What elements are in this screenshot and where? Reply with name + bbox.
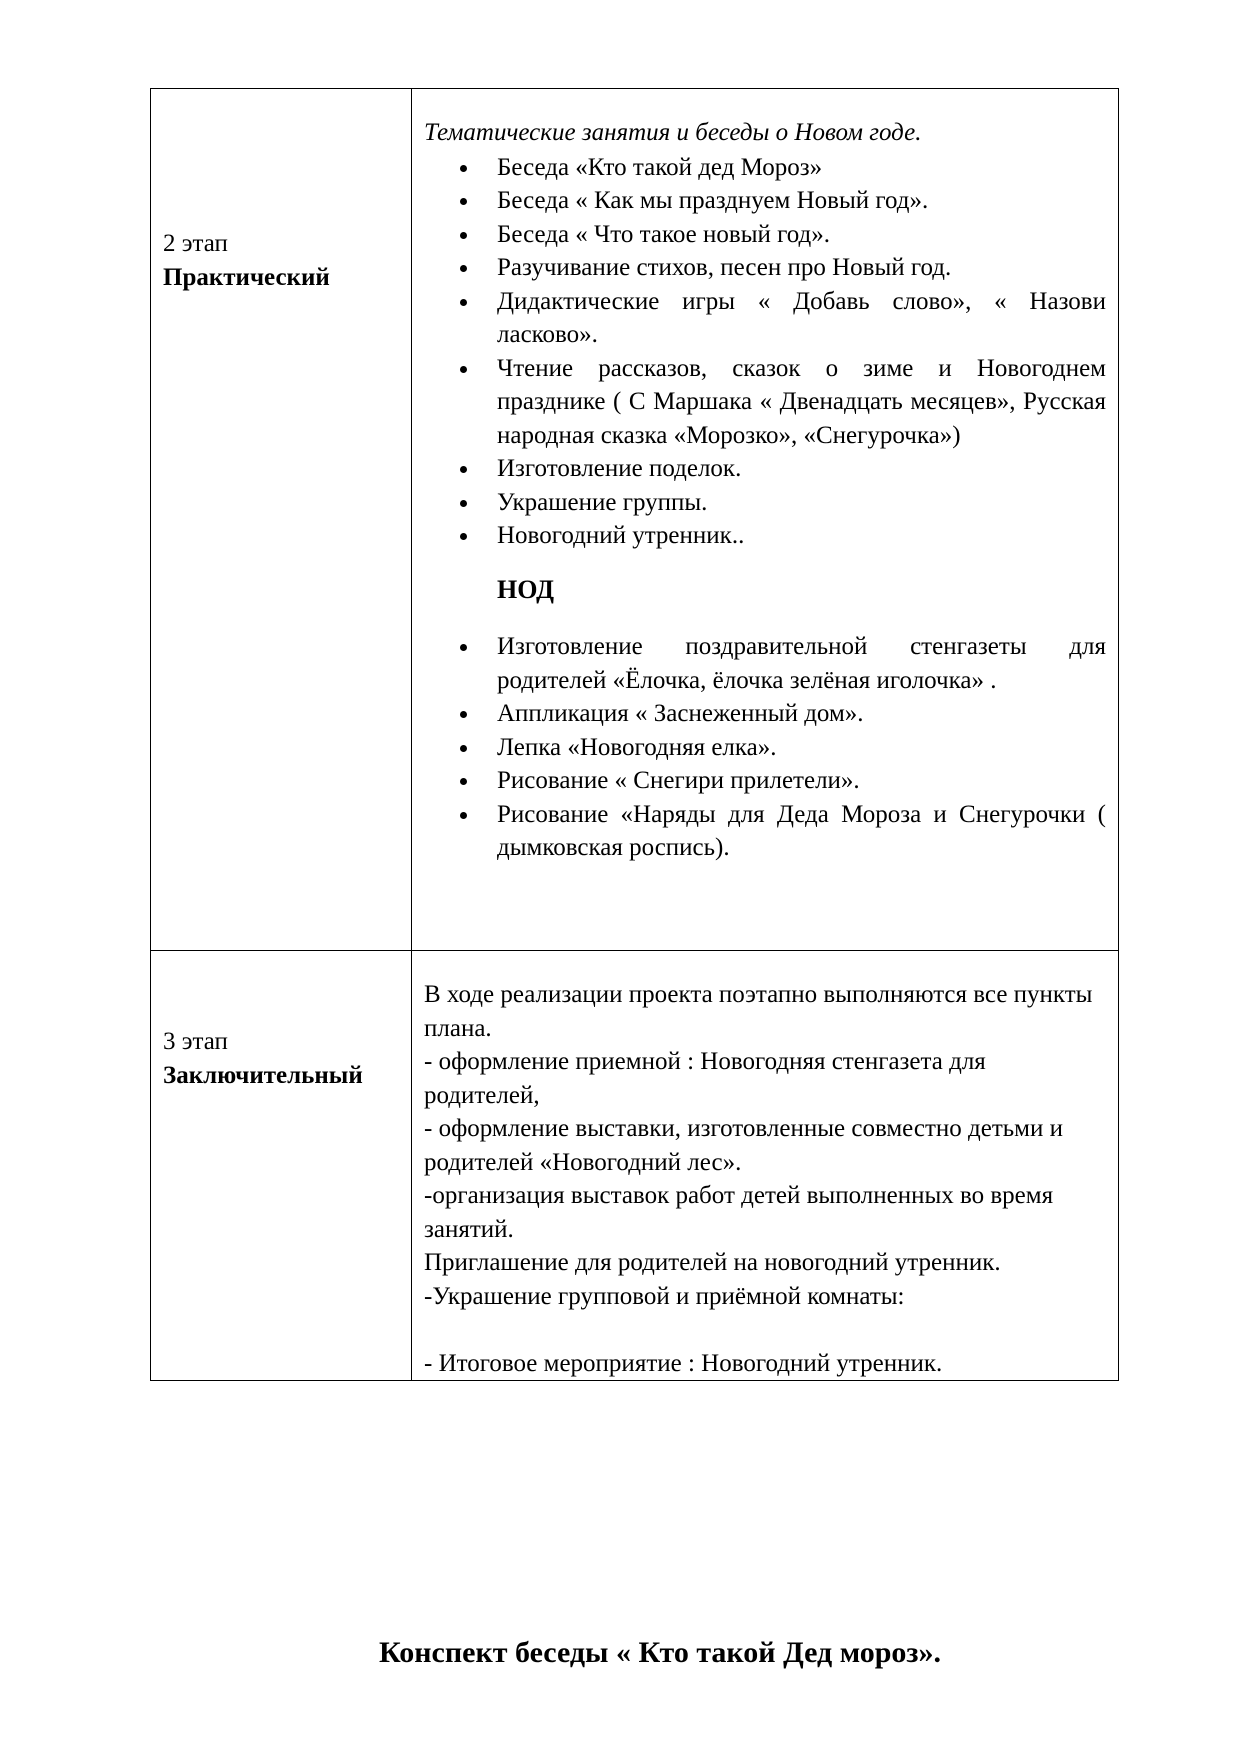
- list-item: Дидактические игры « Добавь слово», « Назови ласково».: [497, 285, 1106, 352]
- blank-line: [424, 1313, 1106, 1347]
- list-item: Чтение рассказов, сказок о зиме и Новогоднем празднике ( С Маршака « Двенадцать месяцев», Русская народная сказка «Морозко», «Снегурочка»): [497, 352, 1106, 453]
- stage-2-cell: [151, 89, 412, 951]
- nod-heading: НОД: [497, 574, 555, 604]
- stage-3-line: - оформление выставки, изготовленные совместно детьми и родителей «Новогодний лес».: [424, 1115, 1063, 1176]
- section-heading: [0, 1636, 1240, 1670]
- stage-3-number: 3 этап: [163, 1028, 228, 1055]
- stage-2-content-cell: [412, 89, 1119, 951]
- stage-3-line: -Украшение групповой и приёмной комнаты:: [424, 1282, 905, 1310]
- stage-2-activity-list: [424, 151, 1106, 553]
- stage-3-line: В ходе реализации проекта поэтапно выполняются все пункты плана.: [424, 981, 1093, 1042]
- list-item: Беседа « Как мы празднуем Новый год».: [497, 184, 1106, 218]
- stage-3-label: [151, 951, 411, 1093]
- list-item: Изготовление поздравительной стенгазеты для родителей «Ёлочка, ёлочка зелёная иголочка» .: [497, 630, 1106, 697]
- stage-2-name: Практический: [163, 264, 330, 291]
- stage-2-content: [412, 89, 1118, 865]
- list-item: Изготовление поделок.: [497, 452, 1106, 486]
- list-item: Аппликация « Заснеженный дом».: [497, 697, 1106, 731]
- table-row-stage-3: [151, 951, 1119, 1381]
- stage-3-line: - оформление приемной : Новогодняя стенгазета для родителей,: [424, 1048, 986, 1109]
- stage-3-content-cell: [412, 951, 1119, 1381]
- section-heading-text: Конспект беседы « Кто такой Дед мороз».: [379, 1636, 941, 1669]
- stage-2-intro: Тематические занятия и беседы о Новом годе.: [424, 119, 922, 146]
- list-item: Беседа «Кто такой дед Мороз»: [497, 151, 1106, 185]
- stage-3-line: -организация выставок работ детей выполненных во время занятий.: [424, 1182, 1054, 1243]
- stage-2-number: 2 этап: [163, 230, 228, 257]
- table-row-stage-2: [151, 89, 1119, 951]
- list-item: Разучивание стихов, песен про Новый год.: [497, 251, 1106, 285]
- stage-3-content: [412, 951, 1118, 1380]
- stage-3-final-line: - Итоговое мероприятие : Новогодний утренник.: [424, 1349, 943, 1377]
- list-item: Украшение группы.: [497, 486, 1106, 520]
- list-item: Беседа « Что такое новый год».: [497, 218, 1106, 252]
- list-item: Новогодний утренник..: [497, 519, 1106, 553]
- stage-3-cell: [151, 951, 412, 1381]
- nod-activity-list: [424, 630, 1106, 865]
- stage-3-name: Заключительный: [163, 1062, 363, 1089]
- stage-3-line: Приглашение для родителей на новогодний утренник.: [424, 1249, 1001, 1276]
- stage-2-label: [151, 89, 411, 295]
- project-plan-table: [150, 88, 1119, 1381]
- list-item: Лепка «Новогодняя елка».: [497, 731, 1106, 765]
- list-item: Рисование « Снегири прилетели».: [497, 764, 1106, 798]
- list-item: Рисование «Наряды для Деда Мороза и Снегурочки ( дымковская роспись).: [497, 798, 1106, 865]
